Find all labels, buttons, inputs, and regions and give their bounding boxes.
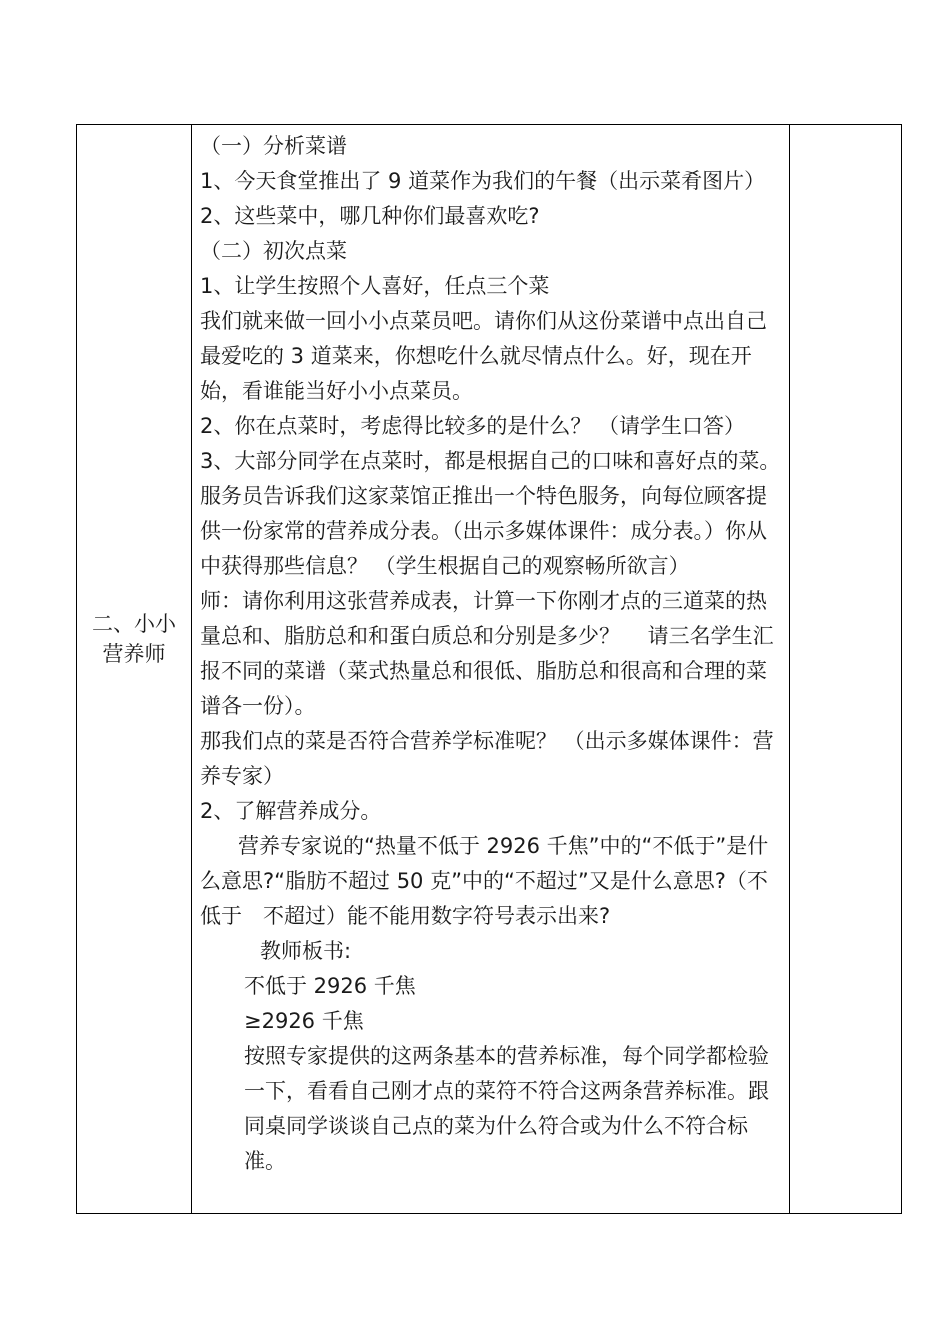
paragraph: 师：请你利用这张营养成表，计算一下你刚才点的三道菜的热量总和、脂肪总和和蛋白质总和分别是多少？ 请三名学生汇报不同的菜谱（菜式热量总和很低、脂肪总和很高和合理的菜谱各一份）。	[200, 589, 774, 718]
content-cell	[192, 125, 790, 1214]
paragraph: 1、让学生按照个人喜好，任点三个菜	[200, 274, 550, 298]
paragraph: 2、了解营养成分。	[200, 799, 382, 823]
subheading: （二）初次点菜	[200, 239, 347, 263]
paragraph: 3、大部分同学在点菜时，都是根据自己的口味和喜好点的菜。服务员告诉我们这家菜馆正推出一个特色服务，向每位顾客提供一份家常的营养成分表。（出示多媒体课件：成分表。）你从中获得那些信息？ （学生根据自己的观察畅所欲言）	[200, 449, 781, 578]
board-line: ≥2926 千焦	[244, 1009, 364, 1033]
notes-cell	[790, 125, 902, 1214]
paragraph: 2、你在点菜时，考虑得比较多的是什么？ （请学生口答）	[200, 414, 746, 438]
paragraph: 我们就来做一回小小点菜员吧。请你们从这份菜谱中点出自己最爱吃的 3 道菜来，你想吃什么就尽情点什么。好，现在开始，看谁能当好小小点菜员。	[200, 309, 767, 403]
paragraph: 按照专家提供的这两条基本的营养标准，每个同学都检验一下，看看自己刚才点的菜符不符合这两条营养标准。跟同桌同学谈谈自己点的菜为什么符合或为什么不符合标准。	[244, 1044, 769, 1173]
board-heading: 教师板书:	[260, 939, 352, 963]
subheading: （一）分析菜谱	[200, 134, 347, 158]
paragraph: 营养专家说的“热量不低于 2926 千焦”中的“不低于”是什么意思?“脂肪不超过 50 克”中的“不超过”又是什么意思?（不低于 不超过）能不能用数字符号表示出来?	[200, 834, 769, 928]
lesson-plan-table	[76, 124, 902, 1214]
lesson-content	[192, 125, 789, 1179]
paragraph: 那我们点的菜是否符合营养学标准呢？ （出示多媒体课件：营养专家）	[200, 729, 774, 788]
table-row	[77, 125, 902, 1214]
section-label-line: 营养师	[102, 642, 166, 666]
section-label-line: 二、小小	[92, 612, 176, 636]
board-line: 不低于 2926 千焦	[244, 974, 416, 998]
paragraph: 1、今天食堂推出了 9 道菜作为我们的午餐（出示菜肴图片）	[200, 169, 766, 193]
section-label-cell	[77, 125, 192, 1214]
section-label	[77, 609, 191, 669]
paragraph: 2、这些菜中，哪几种你们最喜欢吃?	[200, 204, 540, 228]
